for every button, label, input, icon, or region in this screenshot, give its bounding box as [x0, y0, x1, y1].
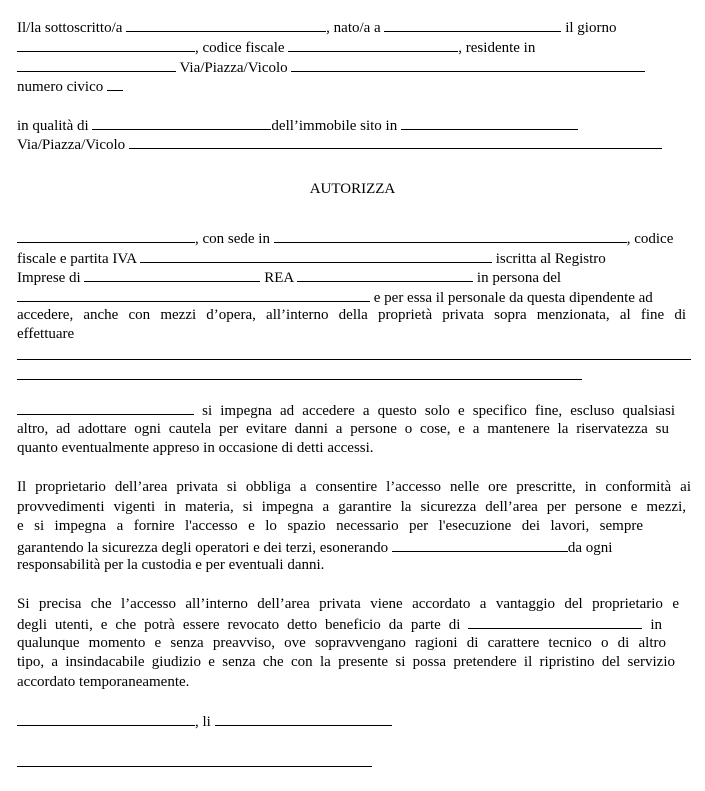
label-iscritta-registro: iscritta al Registro — [495, 251, 606, 267]
rea-field[interactable] — [297, 267, 473, 282]
p4-line-1: Si precisa che l’accesso all’interno dell’area privata viene accordato a vantaggio del proprietario e — [17, 596, 679, 612]
vat-field[interactable] — [140, 248, 492, 263]
p4-line-5: accordato temporaneamente. — [17, 674, 190, 690]
label-il-giorno: il giorno — [565, 20, 617, 36]
company-line-5: accedere, anche con mezzi d’opera, all’interno della proprietà privata sopra menzionata, al fine di — [17, 307, 686, 323]
residence-city-field[interactable] — [17, 57, 176, 72]
label-residente-in: , residente in — [458, 40, 536, 56]
name-field[interactable] — [126, 17, 326, 32]
label-in-qualita-di: in qualità di — [17, 118, 89, 134]
company-seat-field[interactable] — [274, 228, 627, 243]
works-description-line-2[interactable] — [17, 379, 582, 380]
label-sottoscritto: Il/la sottoscritto/a — [17, 20, 123, 36]
label-per-essa: e per essa il personale da questa dipendente ad — [373, 290, 653, 306]
p3-line-3: e si impegna a fornire l'accesso e lo spazio necessario per l'esecuzione dei lavori, sempre — [17, 518, 643, 534]
page-title: AUTORIZZA — [309, 181, 396, 197]
p2-line-2: altro, ad adottare ogni cautela per evitare danni a persone o cose, e a mantenere la riservatezza su — [17, 421, 669, 437]
header-line-1 — [17, 17, 616, 36]
label-codice: , codice — [626, 231, 674, 247]
p3-line-4 — [17, 537, 612, 556]
p4-text-2: degli utenti, e che potrà essere revocato detto beneficio da parte di — [17, 617, 461, 633]
signature-line[interactable] — [17, 766, 372, 767]
date-field[interactable] — [215, 711, 392, 726]
label-nato-a: , nato/a a — [326, 20, 381, 36]
label-li: , li — [195, 714, 211, 730]
p3-line-2: provvedimenti vigenti in materia, si impegna a garantire la sicurezza dell’area per persone e mezzi, — [17, 499, 686, 515]
residence-street-field[interactable] — [291, 57, 645, 72]
birthdate-field[interactable] — [17, 37, 195, 52]
p3-line-1: Il proprietario dell’area privata si obbliga a consentire l’accesso nelle ore prescritte, in conformità ai — [17, 479, 691, 495]
header-line-4 — [17, 76, 123, 95]
header-line-5 — [17, 115, 578, 134]
property-street-field[interactable] — [129, 134, 662, 149]
company-name-field[interactable] — [17, 228, 195, 243]
p4-line-4: tipo, a insindacabile giudizio e senza che con la presente si possa pretendere il ripristino del servizio — [17, 654, 675, 670]
house-number-field[interactable] — [107, 76, 123, 91]
register-city-field[interactable] — [84, 267, 260, 282]
label-via-immobile: Via/Piazza/Vicolo — [17, 137, 126, 153]
company-line-6: effettuare — [17, 326, 75, 342]
label-rea: REA — [264, 270, 294, 286]
property-city-field[interactable] — [401, 115, 578, 130]
label-via-residenza: Via/Piazza/Vicolo — [179, 60, 288, 76]
p4-line-2 — [17, 614, 662, 633]
header-line-6 — [17, 134, 662, 153]
company-line-4 — [17, 287, 653, 306]
label-in: in — [650, 617, 663, 633]
header-line-3 — [17, 57, 645, 76]
p2-line-1 — [17, 400, 675, 419]
p4-line-3: qualunque momento e senza preavviso, ove sopravvengano ragioni di carattere tecnico o di altro — [17, 635, 666, 651]
tax-code-field[interactable] — [288, 37, 458, 52]
representative-field[interactable] — [17, 287, 370, 302]
p2-text-1: si impegna ad accedere a questo solo e specifico fine, escluso qualsiasi — [202, 403, 675, 419]
works-description-line-1[interactable] — [17, 359, 691, 360]
label-con-sede-in: , con sede in — [195, 231, 270, 247]
label-da-ogni: da ogni — [567, 540, 613, 556]
company-line-2 — [17, 248, 606, 267]
p3-text-4: garantendo la sicurezza degli operatori e dei terzi, esonerando — [17, 540, 389, 556]
label-numero-civico: numero civico — [17, 79, 104, 95]
p3-line-5: responsabilità per la custodia e per eventuali danni. — [17, 557, 325, 573]
exonerated-party-field[interactable] — [392, 537, 568, 552]
header-line-2 — [17, 37, 535, 56]
place-field[interactable] — [17, 711, 195, 726]
footer-place-date — [17, 711, 392, 730]
birthplace-field[interactable] — [384, 17, 561, 32]
company-line-1 — [17, 228, 673, 247]
p2-line-3: quanto eventualmente appreso in occasione di detti accessi. — [17, 440, 374, 456]
revoking-party-field[interactable] — [468, 614, 642, 629]
label-immobile-sito-in: dell’immobile sito in — [271, 118, 398, 134]
contractor-field[interactable] — [17, 400, 194, 415]
label-partita-iva: fiscale e partita IVA — [17, 251, 137, 267]
label-codice-fiscale: , codice fiscale — [195, 40, 285, 56]
label-imprese-di: Imprese di — [17, 270, 81, 286]
role-field[interactable] — [92, 115, 271, 130]
company-line-3 — [17, 267, 561, 286]
label-in-persona-del: in persona del — [476, 270, 562, 286]
